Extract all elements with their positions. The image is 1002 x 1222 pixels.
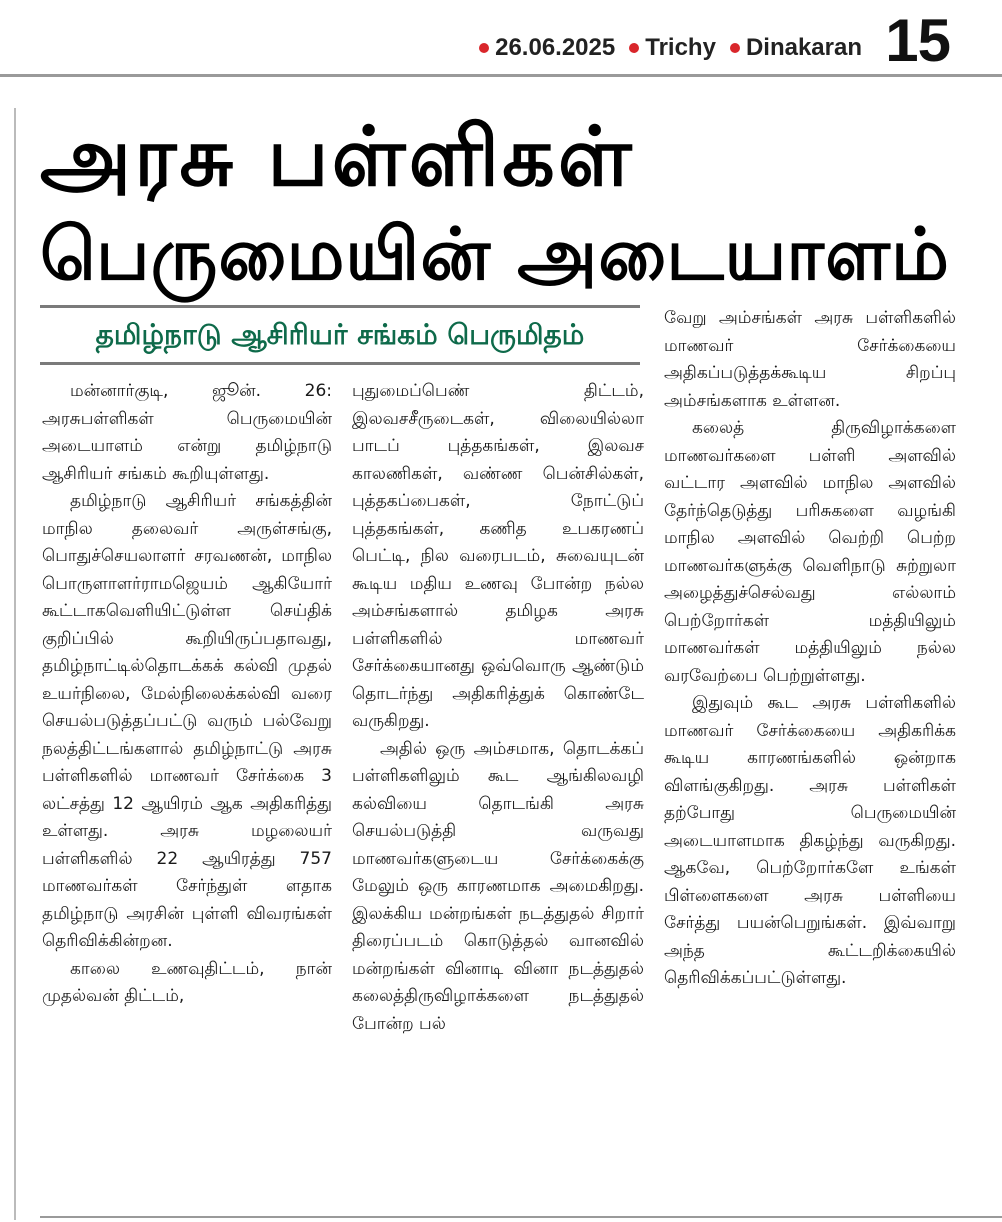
article-paragraph: தமிழ்நாடு ஆசிரியர் சங்கத்தின் மாநில தலைவர் அருள்சங்கு, பொதுச்செயலாளர் சரவணன், மாநில பொருளாளர்ராமஜெயம் ஆகியோர் கூட்டாகவெளியிட்டுள்ள செய்திக் குறிப்பில் கூறியிருப்பதாவது, தமிழ்நாட்டில்தொடக்கக் கல்வி முதல் உயர்நிலை, மேல்நிலைக்கல்வி வரை செயல்படுத்தப்பட்டு வரும் பல்வேறு நலத்திட்டங்களால் தமிழ்நாட்டு அரசு பள்ளிகளில் மாணவர் சேர்க்கை 3 லட்சத்து 12 ஆயிரம் ஆக அதிகரித்து உள்ளது. அரசு மழலையர் பள்ளிகளில் 22 ஆயிரத்து 757 மாணவர்கள் சேர்ந்துள் ளதாக தமிழ்நாடு அரசின் புள்ளி விவரங்கள் தெரிவிக்கின்றன. <box>42 491 332 951</box>
article-paragraph: வேறு அம்சங்கள் அரசு பள்ளிகளில் மாணவர் சேர்க்கையை அதிகப்படுத்தக்கூடிய சிறப்பு அம்சங்களாக உள்ளன. <box>664 308 956 411</box>
headline <box>40 110 955 302</box>
article-paragraph: கலைத் திருவிழாக்களை மாணவர்களை பள்ளி அளவில் வட்டார அளவில் மாநில அளவில் தேர்ந்தெடுத்து பரிசுகளை வழங்கி மாநில அளவில் வெற்றி பெற்ற மாணவர்களுக்கு வெளிநாடு சுற்றுலா அழைத்துச்செல்வது எல்லாம் பெற்றோர்கள் மத்தியிலும் மாணவர்கள் மத்தியிலும் நல்ல வரவேற்பை பெற்றுள்ளது. <box>664 418 956 686</box>
article-column-3 <box>664 305 956 993</box>
page-number: 15 <box>885 7 950 74</box>
bottom-rule-divider <box>40 1216 1002 1218</box>
headline-line-2: பெருமையின் அடையாளம் <box>40 212 950 296</box>
article-paragraph: காலை உணவுதிட்டம், நான் முதல்வன் திட்டம், <box>42 958 332 1006</box>
bullet-dot-icon <box>629 43 639 53</box>
article-column-1 <box>42 378 332 1011</box>
dateline <box>465 34 862 62</box>
subhead-rule-top <box>40 305 640 308</box>
left-rule-divider <box>14 108 16 1220</box>
article-paragraph: மன்னார்குடி, ஜூன். 26: அரசுபள்ளிகள் பெருமையின் அடையாளம் என்று தமிழ்நாடு ஆசிரியர் சங்கம் கூறியுள்ளது. <box>42 381 332 484</box>
masthead <box>0 0 1002 78</box>
bullet-dot-icon <box>730 43 740 53</box>
headline-line-1: அரசு பள்ளிகள் <box>40 110 635 205</box>
subhead-rule-bottom <box>40 362 640 365</box>
article-paragraph: அதில் ஒரு அம்சமாக, தொடக்கப் பள்ளிகளிலும் கூட ஆங்கிலவழி கல்வியை தொடங்கி அரசு செயல்படுத்தி வருவது மாணவர்களுடைய சேர்க்கைக்கு மேலும் ஒரு காரணமாக அமைகிறது. இலக்கிய மன்றங்கள் நடத்துதல் சிறார் திரைப்படம் கொடுத்தல் வானவில் மன்றங்கள் வினாடி வினா நடத்துதல் கலைத்திருவிழாக்களை நடத்துதல் போன்ற பல் <box>352 738 644 1034</box>
bullet-dot-icon <box>479 43 489 53</box>
issue-date: 26.06.2025 <box>495 34 616 61</box>
top-rule-divider <box>0 74 1002 77</box>
edition-city: Trichy <box>645 34 716 61</box>
article-paragraph: புதுமைப்பெண் திட்டம், இலவசசீருடைகள், விலையில்லா பாடப் புத்தகங்கள், இலவச காலணிகள், வண்ண பென்சில்கள், புத்தகப்பைகள், நோட்டுப் புத்தகங்கள், கணித உபகரணப் பெட்டி, நில வரைபடம், சுவையுடன் கூடிய மதிய உணவு போன்ற நல்ல அம்சங்களால் தமிழக அரசு பள்ளிகளில் மாணவர் சேர்க்கையானது ஒவ்வொரு ஆண்டும் தொடர்ந்து அதிகரித்துக் கொண்டே வருகிறது. <box>352 381 644 731</box>
article-column-2 <box>352 378 644 1038</box>
subheadline: தமிழ்நாடு ஆசிரியர் சங்கம் பெருமிதம் <box>95 318 585 351</box>
article-paragraph: இதுவும் கூட அரசு பள்ளிகளில் மாணவர் சேர்க்கையை அதிகரிக்க கூடிய காரணங்களில் ஒன்றாக விளங்குகிறது. அரசு பள்ளிகள் தற்போது பெருமையின் அடையாளமாக திகழ்ந்து வருகிறது. ஆகவே, பெற்றோர்களே உங்கள் பிள்ளைகளை அரசு பள்ளியை சேர்த்து பயன்பெறுங்கள். இவ்வாறு அந்த கூட்டறிக்கையில் தெரிவிக்கப்பட்டுள்ளது. <box>664 693 956 988</box>
newspaper-name: Dinakaran <box>745 34 862 61</box>
